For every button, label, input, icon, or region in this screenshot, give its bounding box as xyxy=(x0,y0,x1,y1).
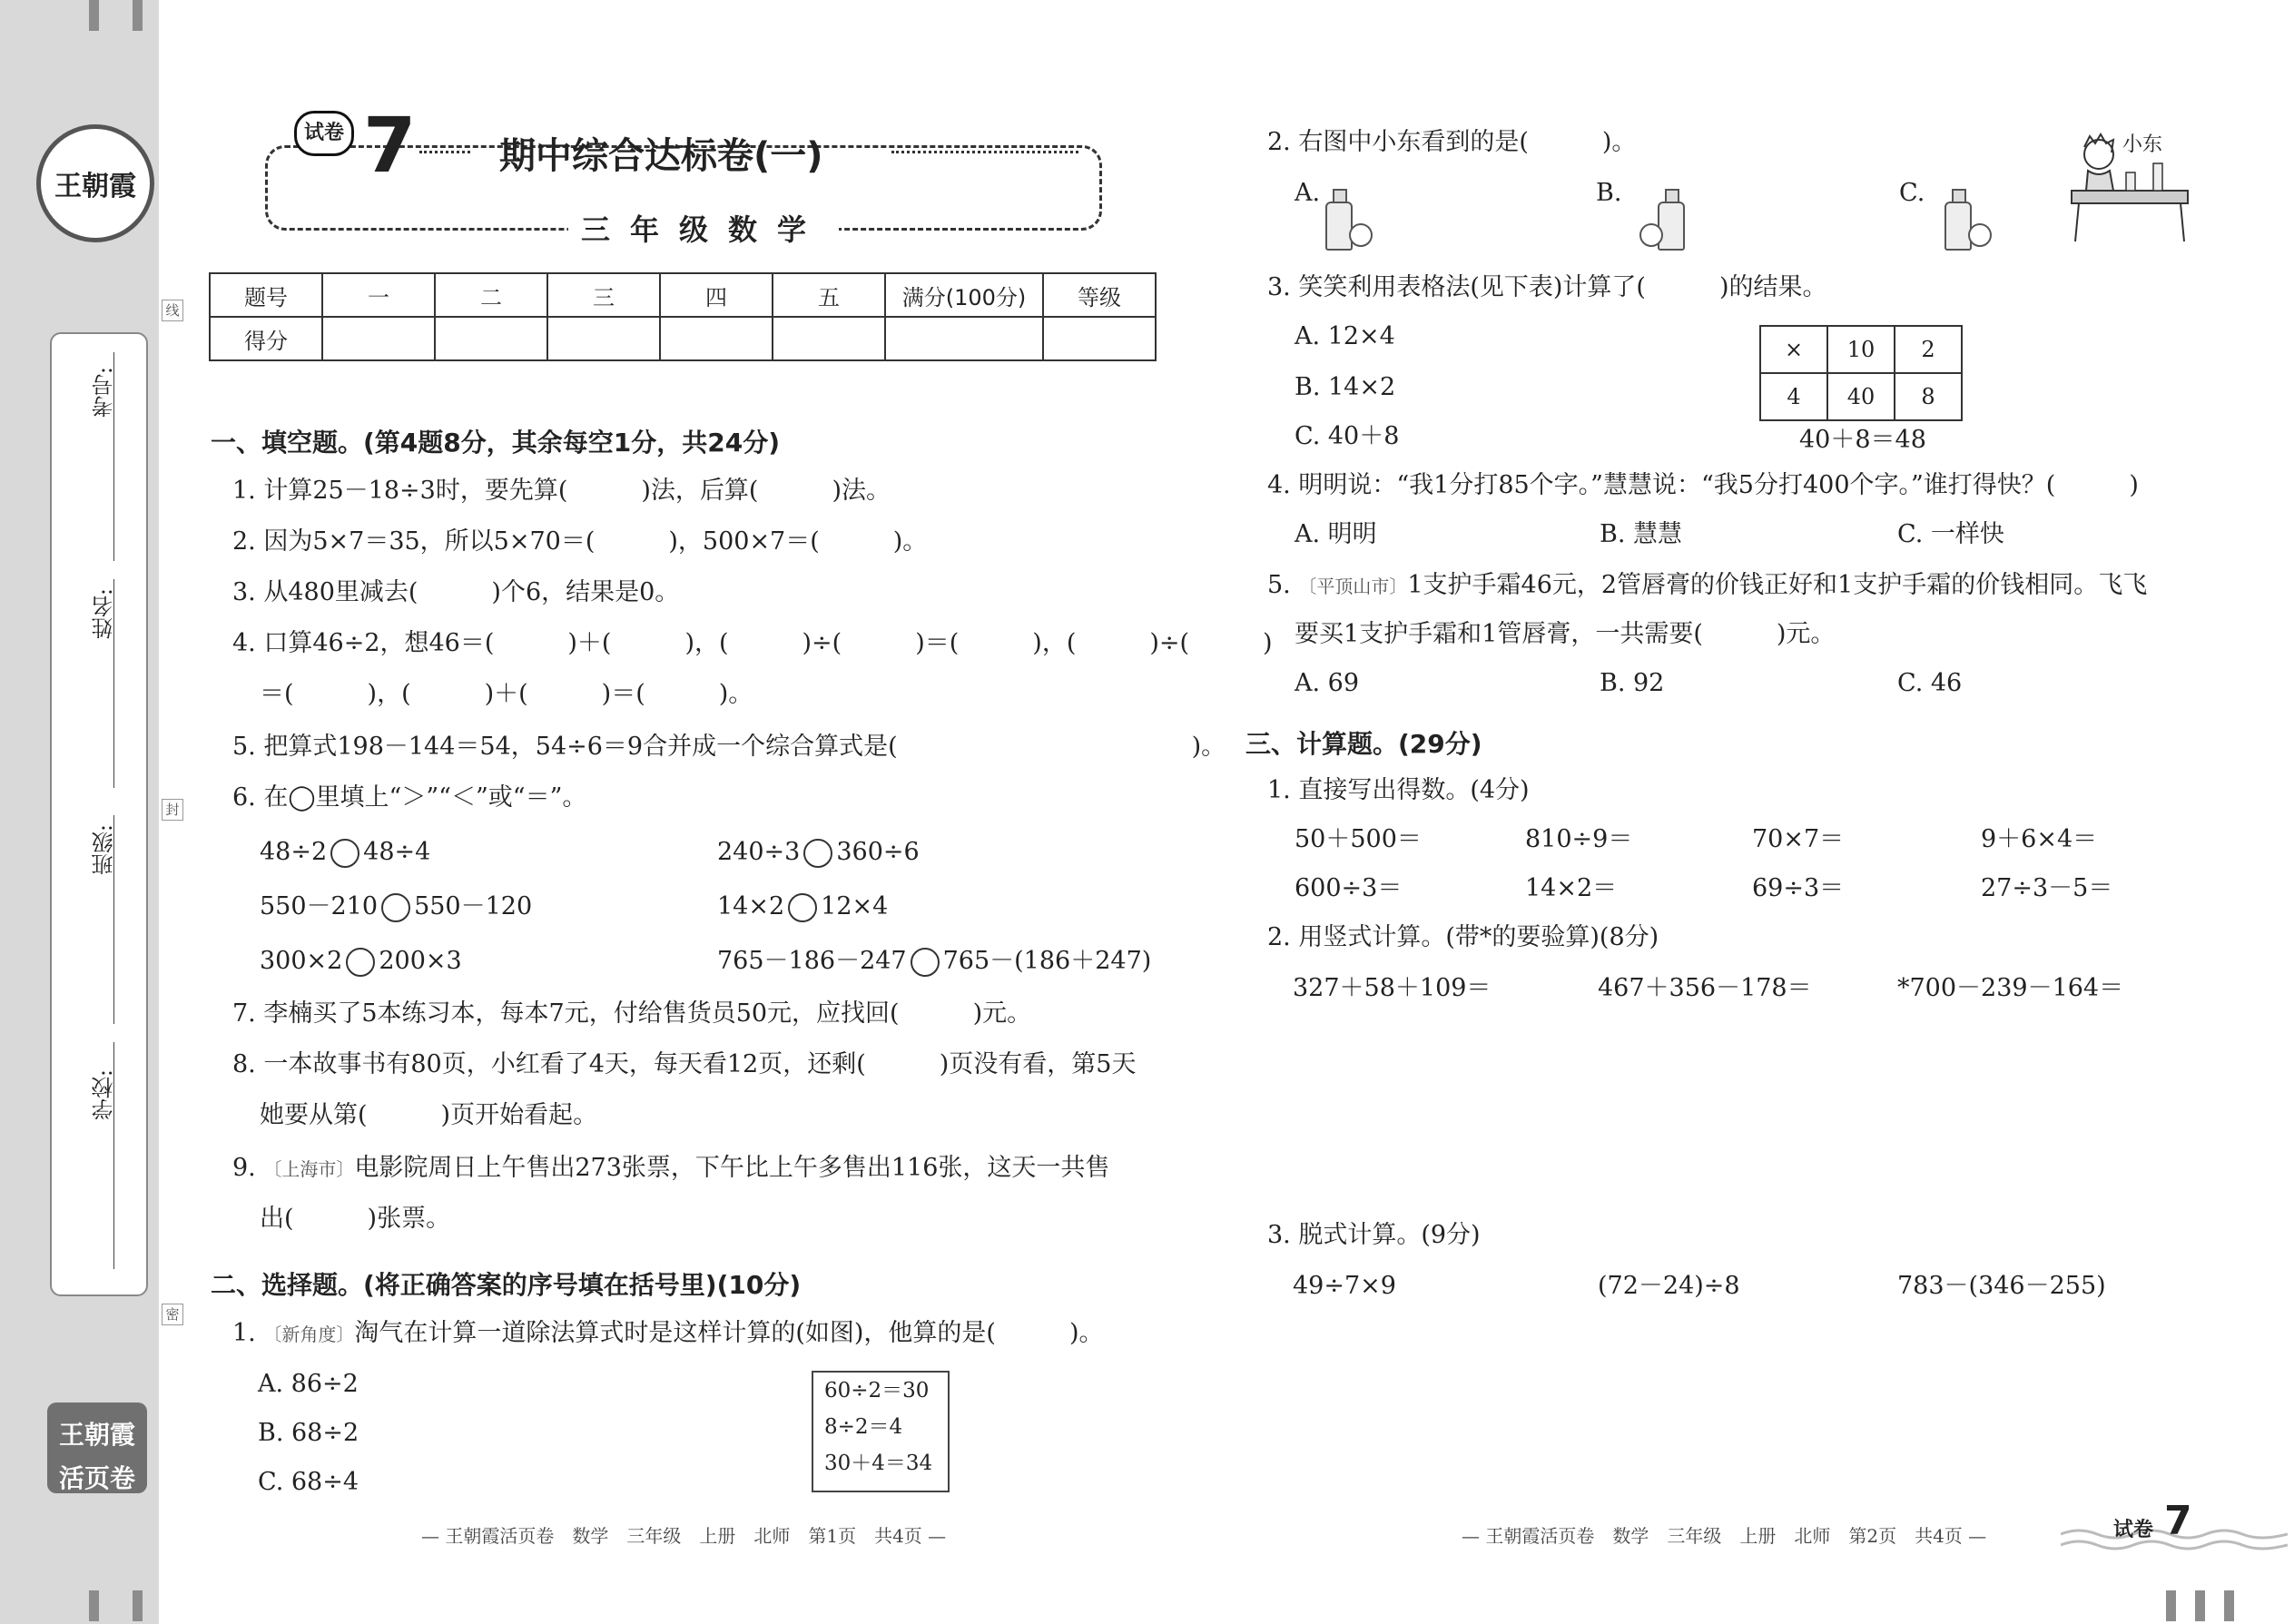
option-a[interactable]: A. xyxy=(1295,179,1321,207)
compare-item: 14×2 12×4 xyxy=(717,892,889,920)
section3-title: 三、计算题。(29分) xyxy=(1245,729,1482,759)
option-a[interactable]: A. 69 xyxy=(1295,669,1360,697)
compare-circle[interactable] xyxy=(381,893,410,922)
region-tag: 〔上海市〕 xyxy=(263,1158,355,1180)
compare-circle[interactable] xyxy=(911,948,940,977)
table-cell: 2 xyxy=(1895,326,1962,373)
bottle-icon xyxy=(1658,202,1685,251)
question-1-6: 6. 在◯里填上“＞”“＜”或“＝”。 xyxy=(232,783,587,812)
compare-circle[interactable] xyxy=(330,839,359,868)
class-label: 班级: xyxy=(92,824,117,876)
bottom-logo xyxy=(47,1403,147,1493)
sub-question-3-3: 3. 脱式计算。(9分) xyxy=(1267,1221,1481,1249)
question-1-8b: 她要从第( )页开始看起。 xyxy=(260,1101,598,1129)
compare-item: 300×2 200×3 xyxy=(260,947,462,975)
question-1-8a: 8. 一本故事书有80页，小红看了4天，每天看12页，还剩( )页没有看，第5天 xyxy=(232,1050,1137,1078)
option-b[interactable]: B. 92 xyxy=(1600,669,1665,697)
option-c[interactable]: C. xyxy=(1899,179,1925,207)
option-c[interactable]: C. 46 xyxy=(1897,669,1963,697)
score-cell[interactable] xyxy=(322,317,435,360)
question-1-9a: 9. 〔上海市〕电影院周日上午售出273张票，下午比上午多售出116张，这天一共售 xyxy=(232,1154,1110,1182)
bottom-logo-line2: 活页卷 xyxy=(58,1463,135,1493)
cup-icon xyxy=(1968,223,1992,247)
table-cell: 4 xyxy=(1760,373,1827,420)
school-field[interactable] xyxy=(113,1042,114,1269)
score-cell[interactable] xyxy=(547,317,660,360)
vertical-calc-item: *700－239－164＝ xyxy=(1897,974,2124,1002)
score-header-cell: 题号 xyxy=(210,273,322,317)
option-a[interactable]: A. 86÷2 xyxy=(258,1370,359,1398)
option-b[interactable]: B. 14×2 xyxy=(1295,373,1396,401)
question-2-5b: 要买1支护手霜和1管唇膏，一共需要( )元。 xyxy=(1295,620,1836,648)
sub-question-3-1: 1. 直接写出得数。(4分) xyxy=(1267,776,1530,804)
class-field[interactable] xyxy=(113,815,114,1024)
score-header-cell: 五 xyxy=(773,273,885,317)
option-b[interactable]: B. 68÷2 xyxy=(258,1419,359,1447)
bottle-icon xyxy=(1325,202,1353,251)
question-1-3: 3. 从480里减去( )个6，结果是0。 xyxy=(232,578,680,606)
compare-item: 765－186－247 765－(186＋247) xyxy=(717,947,1152,975)
title-dots xyxy=(419,151,470,153)
vertical-calc-item: 467＋356－178＝ xyxy=(1598,974,1812,1002)
score-header-cell: 等级 xyxy=(1043,273,1156,317)
option-b[interactable]: B. xyxy=(1596,179,1622,207)
binding-bar xyxy=(2166,1590,2176,1621)
name-field[interactable] xyxy=(113,579,114,788)
score-cell[interactable] xyxy=(885,317,1043,360)
question-1-5: 5. 把算式198－144＝54，54÷6＝9合并成一个综合算式是( )。 xyxy=(232,733,1226,761)
table-cell: 10 xyxy=(1827,326,1895,373)
footer-left: — 王朝霞活页卷 数学 三年级 上册 北师 第1页 共4页 — xyxy=(421,1525,947,1547)
table-cell: × xyxy=(1760,326,1827,373)
binding-bar xyxy=(89,0,99,31)
oral-calc-item: 69÷3＝ xyxy=(1752,874,1845,902)
calc-line: 8÷2＝4 xyxy=(824,1415,903,1439)
exam-number-field[interactable] xyxy=(113,352,114,561)
oral-calc-item: 14×2＝ xyxy=(1525,874,1618,902)
footer-right: — 王朝霞活页卷 数学 三年级 上册 北师 第2页 共4页 — xyxy=(1462,1525,1987,1547)
bottle-icon xyxy=(1944,202,1972,251)
score-header-cell: 满分(100分) xyxy=(885,273,1043,317)
section1-title: 一、填空题。(第4题8分，其余每空1分，共24分) xyxy=(211,428,781,458)
calculation-box xyxy=(812,1371,950,1492)
table-caption: 40＋8＝48 xyxy=(1799,426,1926,454)
oral-calc-item: 27÷3－5＝ xyxy=(1981,874,2113,902)
oral-calc-item: 810÷9＝ xyxy=(1525,825,1633,853)
footer-badge: 试卷 xyxy=(2113,1519,2154,1541)
score-cell[interactable] xyxy=(773,317,885,360)
compare-item: 48÷2 48÷4 xyxy=(260,838,431,866)
cup-icon xyxy=(1639,223,1663,247)
question-2-5a: 5. 〔平顶山市〕1支护手霜46元，2管唇膏的价钱正好和1支护手霜的价钱相同。飞飞 xyxy=(1267,571,2148,599)
exam-number-label: 考号: xyxy=(92,367,117,418)
score-header-cell: 二 xyxy=(435,273,547,317)
table-cell: 40 xyxy=(1827,373,1895,420)
table-row xyxy=(1760,326,1962,373)
calc-line: 60÷2＝30 xyxy=(824,1379,930,1403)
score-header-cell: 三 xyxy=(547,273,660,317)
question-1-1: 1. 计算25－18÷3时，要先算( )法，后算( )法。 xyxy=(232,477,891,505)
binding-bar xyxy=(2195,1590,2205,1621)
question-1-2: 2. 因为5×7＝35，所以5×70＝( )，500×7＝( )。 xyxy=(232,527,928,556)
binding-bar xyxy=(133,0,143,31)
calc-line: 30＋4＝34 xyxy=(824,1452,933,1475)
question-1-4a: 4. 口算46÷2，想46＝( )＋( )，( )÷( )＝( )，( )÷( ) xyxy=(232,629,1273,657)
seal-mark-seal: 封 xyxy=(162,799,183,821)
score-value-row xyxy=(210,317,1156,360)
school-label: 学校: xyxy=(92,1069,117,1121)
bottom-logo-line1: 王朝霞 xyxy=(58,1420,135,1450)
score-header-cell: 四 xyxy=(660,273,773,317)
score-header-cell: 一 xyxy=(322,273,435,317)
question-2-4: 4. 明明说：“我1分打85个字。”慧慧说：“我5分打400个字。”谁打得快？( ) xyxy=(1267,471,2139,499)
question-2-1: 1. 〔新角度〕淘气在计算一道除法算式时是这样计算的(如图)，他算的是( )。 xyxy=(232,1319,1104,1347)
binding-bar xyxy=(2224,1590,2234,1621)
region-tag: 〔平顶山市〕 xyxy=(1298,576,1408,597)
sub-question-3-2: 2. 用竖式计算。(带*的要验算)(8分) xyxy=(1267,923,1659,951)
new-angle-tag: 〔新角度〕 xyxy=(263,1324,355,1345)
question-1-4b: ＝( )，( )＋( )＝( )。 xyxy=(260,680,753,708)
table-row xyxy=(1760,373,1962,420)
binding-bar xyxy=(133,1590,143,1621)
oral-calc-item: 600÷3＝ xyxy=(1295,874,1403,902)
student-info-box xyxy=(50,332,148,1296)
person-label: 小东 xyxy=(2122,133,2163,156)
compare-item: 240÷3 360÷6 xyxy=(717,838,920,866)
score-cell[interactable] xyxy=(660,317,773,360)
compare-circle[interactable] xyxy=(346,948,375,977)
score-header-row xyxy=(210,273,1156,317)
question-2-3: 3. 笑笑利用表格法(见下表)计算了( )的结果。 xyxy=(1267,273,1827,301)
compare-circle[interactable] xyxy=(803,839,832,868)
footer-test-number: 7 xyxy=(2164,1498,2192,1544)
option-a[interactable]: A. 12×4 xyxy=(1295,322,1395,350)
table-cell: 8 xyxy=(1895,373,1962,420)
section2-title: 二、选择题。(将正确答案的序号填在括号里)(10分) xyxy=(211,1270,802,1300)
compare-item: 550－210 550－120 xyxy=(260,892,533,920)
cup-icon xyxy=(1349,223,1373,247)
multiplication-table xyxy=(1759,325,1963,421)
option-c[interactable]: C. 一样快 xyxy=(1897,520,2004,548)
score-cell[interactable] xyxy=(1043,317,1156,360)
name-label: 姓名: xyxy=(92,588,117,640)
step-calc-item: 783－(346－255) xyxy=(1897,1272,2106,1300)
test-badge: 试卷 xyxy=(294,111,354,156)
option-a[interactable]: A. 明明 xyxy=(1295,520,1377,548)
question-1-7: 7. 李楠买了5本练习本，每本7元，付给售货员50元，应找回( )元。 xyxy=(232,999,1032,1028)
test-number: 7 xyxy=(363,101,417,190)
option-b[interactable]: B. 慧慧 xyxy=(1600,520,1683,548)
compare-circle[interactable] xyxy=(788,893,817,922)
question-2-2: 2. 右图中小东看到的是( )。 xyxy=(1267,128,1637,156)
option-c[interactable]: C. 68÷4 xyxy=(258,1468,359,1496)
oral-calc-item: 70×7＝ xyxy=(1752,825,1845,853)
publisher-logo xyxy=(36,124,154,242)
step-calc-item: 49÷7×9 xyxy=(1293,1272,1396,1300)
logo-text: 王朝霞 xyxy=(54,171,136,202)
oral-calc-item: 9＋6×4＝ xyxy=(1981,825,2098,853)
oral-calc-item: 50＋500＝ xyxy=(1295,825,1422,853)
score-cell[interactable] xyxy=(435,317,547,360)
question-1-9b: 出( )张票。 xyxy=(260,1205,451,1233)
score-row-label: 得分 xyxy=(210,317,322,360)
page-title: 期中综合达标卷(一) xyxy=(499,135,823,177)
option-c[interactable]: C. 40＋8 xyxy=(1295,422,1400,450)
score-table xyxy=(209,272,1157,361)
binding-bar xyxy=(89,1590,99,1621)
vertical-calc-item: 327＋58＋109＝ xyxy=(1293,974,1492,1002)
seal-mark-secret: 密 xyxy=(162,1304,183,1325)
step-calc-item: (72－24)÷8 xyxy=(1598,1272,1740,1300)
title-dots xyxy=(891,151,1078,153)
seal-mark-line: 线 xyxy=(162,300,183,321)
subject-title: 三年级数学 xyxy=(568,207,839,249)
